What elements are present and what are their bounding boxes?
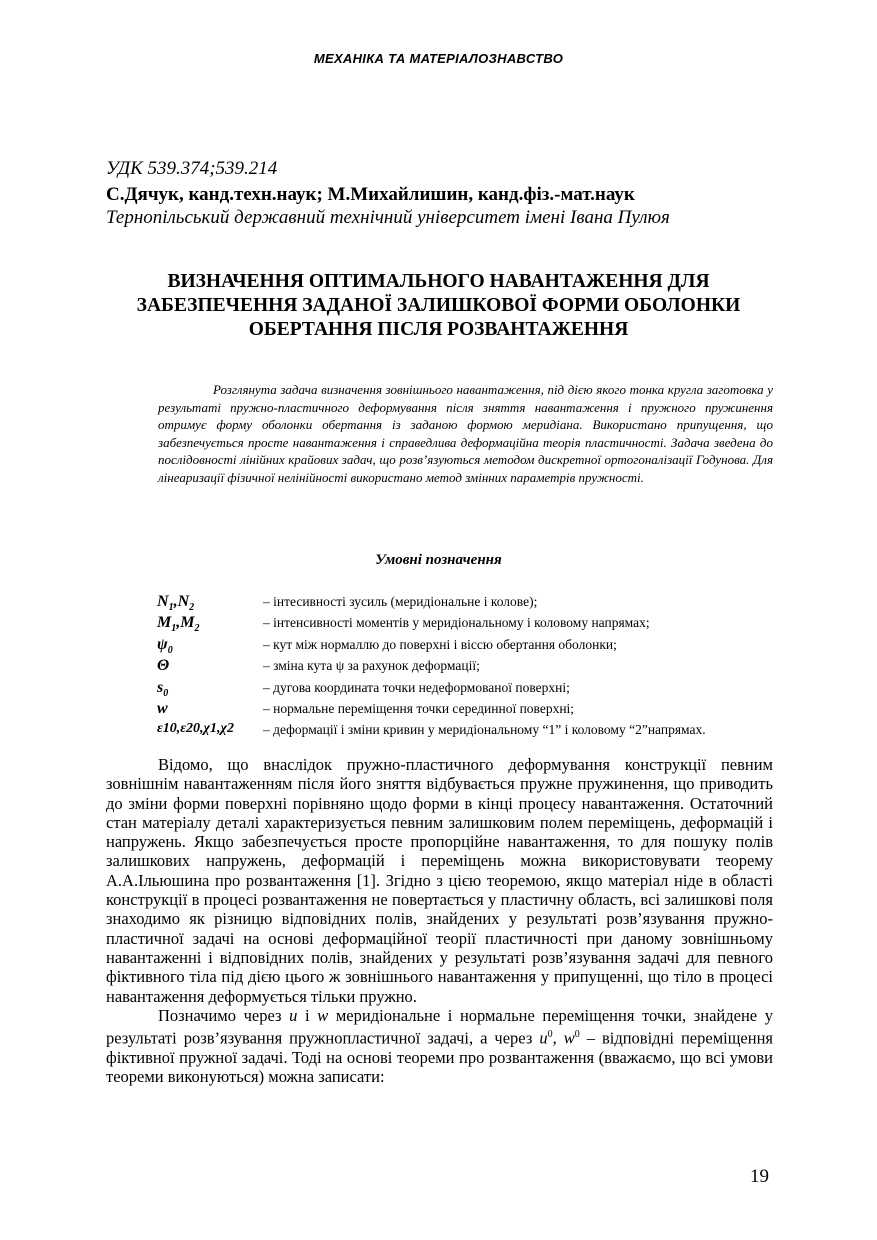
udc-code: УДК 539.374;539.214 (106, 158, 278, 179)
abstract-text: Розглянута задача визначення зовнішнього навантаження, під дією якого тонка кругла заготовка у результаті пружно-пластичного деформування після зняття навантаження і пружного пружинення отримує форму оболонки обертання із заданою формою меридіана. Використано припущення, що забезпечується просте навантаження і справедлива деформаційна теорія пластичності. Задача зведена до послідовності лінійних крайових задач, що розв’язуються методом дискретної ортогоналізації Годунова. Для лінеаризації фізичної нелінійності використано метод змінних параметрів пружності. (158, 382, 773, 485)
authors: С.Дячук, канд.техн.наук; М.Михайлишин, канд.фіз.-мат.наук (106, 184, 635, 205)
nomenclature-symbol: ε10,ε20,χ1,χ2 (157, 721, 234, 736)
title-line: ЗАБЕЗПЕЧЕННЯ ЗАДАНОЇ ЗАЛИШКОВОЇ ФОРМИ ОБОЛОНКИ (136, 295, 741, 316)
nomenclature-symbol: $\psi_0$ (157, 636, 173, 657)
nomenclature-description: – кут між нормаллю до поверхні і віссю обертання оболонки; (263, 637, 617, 652)
nomenclature-description: – зміна кута ψ за рахунок деформації; (263, 658, 480, 673)
nomenclature-symbol: $N_1,N_2$ (157, 593, 195, 614)
journal-section-header: МЕХАНІКА ТА МАТЕРІАЛОЗНАВСТВО (313, 51, 564, 66)
nomenclature-description: – інтесивності зусиль (меридіональне і колове); (263, 594, 538, 609)
nomenclature-symbol: w (157, 700, 168, 717)
nomenclature-description: – нормальне переміщення точки серединної поверхні; (263, 701, 575, 716)
page-number: 19 (750, 1166, 769, 1187)
nomenclature-description: – дугова координата точки недеформованої поверхні; (263, 680, 570, 695)
body-paragraph: Відомо, що внаслідок пружно-пластичного деформування конструкції певним зовнішнім навантаженням після його зняття відбувається пружне пружинення, що приводить до зміни форми поверхні порівняно щодо форми в кінці процесу навантаження. Остаточний стан матеріалу деталі характеризується певним залишковим полем переміщень, деформацій і напружень. Якщо забезпечується просте пропорційне навантаження, то для пошуку полів залишкових напружень, деформацій і переміщень можна використовувати теорему А.А.Ільюшина про розвантаження [1]. Згідно з цією теоремою, якщо матеріал ніде в області конструкції в процесі розвантаження не повертається у пластичну область, всі залишкові поля знаходимо як різницю відповідних полів, знайдених у результаті розв’язування пружно-пластичної задачі на основі деформаційної теорії пластичності при даному зовнішньому навантаженні і відповідних полів, знайдених у результаті розв’язування задачі для певного фіктивного тіла під дією цього ж зовнішнього навантаження у припущенні, що тіло в процесі навантаження деформується тільки пружно. (106, 755, 773, 1006)
nomenclature-symbol: Θ (157, 657, 170, 674)
nomenclature-description: – деформації і зміни кривин у меридіональному “1” і коловому “2”напрямах. (263, 722, 706, 737)
body-text (106, 755, 773, 1087)
nomenclature-symbol: $M_1,M_2$ (157, 614, 200, 635)
nomenclature-description: – інтенсивності моментів у меридіональному і коловому напрямах; (263, 615, 650, 630)
title-line: ВИЗНАЧЕННЯ ОПТИМАЛЬНОГО НАВАНТАЖЕННЯ ДЛЯ (167, 271, 710, 292)
paper-title (90, 270, 787, 342)
title-line: ОБЕРТАННЯ ПІСЛЯ РОЗВАНТАЖЕННЯ (248, 319, 629, 340)
abstract (158, 381, 773, 487)
nomenclature-symbol: $s_0$ (157, 679, 169, 700)
nomenclature-heading: Умовні позначення (375, 552, 502, 568)
affiliation: Тернопільський державний технічний університет імені Івана Пулюя (106, 207, 670, 228)
body-paragraph: Позначимо через u і w меридіональне і нормальне переміщення точки, знайдене у результаті розв’язування пружнопластичної задачі, а через $u^0$, $w^0$ – відповідні переміщення фіктивної пружної задачі. Тоді на основі теореми про розвантаження (вважаємо, що всі умови теореми виконуються) можна записати: (106, 1005, 773, 1087)
